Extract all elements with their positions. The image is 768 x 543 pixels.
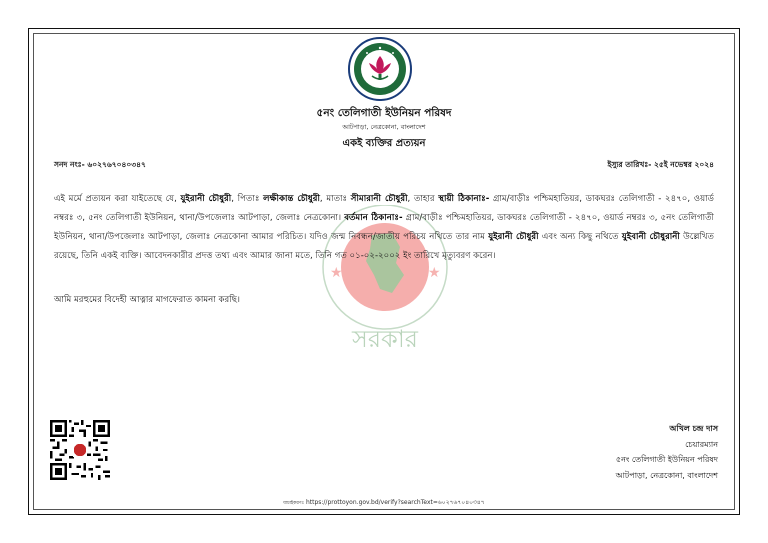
certificate-number: সনদ নংঃ- ৬০২৭৬৭০৪০৩৪৭ — [54, 160, 146, 169]
closing-line: আমি মরহুমের বিদেহী আত্নার মাগফেরাত কামনা করছি। — [54, 295, 240, 305]
permanent-address-label: স্থায়ী ঠিকানাঃ- — [438, 194, 490, 204]
union-council-logo-icon — [347, 36, 413, 102]
verification-url[interactable]: https://prottoyon.gov.bd/verify?searchText=৬০২৭৬৭০৪০৩৪৭ — [305, 499, 485, 506]
svg-text:★: ★ — [428, 265, 441, 281]
svg-text:★: ★ — [330, 265, 343, 281]
council-address: আটপাড়া, নেত্রকোনা, বাংলাদেশ — [342, 123, 426, 131]
signatory-designation: চেয়ারম্যান — [685, 439, 718, 449]
person-name: যুইরানী চৌধুরী — [180, 194, 232, 204]
issue-date: ইস্যুর তারিখঃ- ২৫ই নভেম্বর ২০২৪ — [607, 160, 714, 169]
name-in-other-documents: যুইবানী চৌধুরানী — [621, 232, 680, 242]
verification-line — [0, 497, 768, 508]
name-in-nid: যুইরানী চৌধুরী — [488, 232, 539, 242]
certificate-title: একই ব্যক্তির প্রত্যয়ন — [342, 138, 426, 149]
present-address: গ্রাম/বাড়ীঃ পশ্চিমহাতিয়র, ডাকঘরঃ তেলিগাতী - ২৪৭০, ওয়ার্ড নম্বরঃ ৩, ৫নং তেলিগাতী ইউনিয়ন, থানা/উপজেলাঃ আটপাড়া, জেলাঃ নেত্রকোনা আমার পরিচিত। যদিও জন্ম নিবন্ধন/জাতীয় পরিচয় নথিতে তার নাম — [54, 213, 714, 242]
mother-label: , মাতাঃ — [319, 194, 351, 204]
present-address-label: বর্তমান ঠিকানাঃ- — [344, 213, 403, 223]
permanent-address: গ্রাম/বাড়ীঃ পশ্চিমহাতিয়র, ডাকঘরঃ তেলিগাতী - ২৪৭০, ওয়ার্ড নম্বরঃ ৩, ৫নং তেলিগাতী ইউনিয়ন, থানা/উপজেলাঃ আটপাড়া, জেলাঃ নেত্রকোনা। — [54, 194, 715, 223]
father-name: লক্ষীকান্ত চৌধুরী — [263, 194, 320, 204]
father-label: , পিতাঃ — [231, 194, 264, 204]
body-connector: , তাহার — [407, 194, 439, 204]
certificate-body — [54, 190, 714, 266]
qr-code-icon — [50, 420, 110, 480]
body-intro: এই মর্মে প্রত্যয়ন করা যাইতেছে যে, — [54, 194, 181, 204]
body-middle: এবং অন্য কিছু নথিতে — [538, 232, 622, 242]
signatory-council: ৫নং তেলিগাতী ইউনিয়ন পরিষদ — [615, 455, 718, 464]
signature-block — [616, 421, 718, 483]
council-name: ৫নং তেলিগাতী ইউনিয়ন পরিষদ — [316, 107, 452, 119]
signatory-name: অখিল চন্দ্র দাস — [669, 424, 718, 433]
mother-name: সীমারানী চৌধুরী — [350, 194, 408, 204]
signatory-address: আটপাড়া, নেত্রকোনা, বাংলাদেশ — [615, 470, 718, 480]
watermark-text: সরকার — [351, 325, 419, 353]
verification-label: যাচাইকরণঃ — [283, 501, 305, 506]
body-tail: উল্লেখিত রয়েছে, তিনি একই ব্যক্তি। আবেদনকারীর প্রদত্ত তথ্য এবং আমার জানা মতে, তিনি গত ০১-০২-২০০২ ইং তারিখে মৃত্যুবরণ করেন। — [54, 232, 714, 261]
